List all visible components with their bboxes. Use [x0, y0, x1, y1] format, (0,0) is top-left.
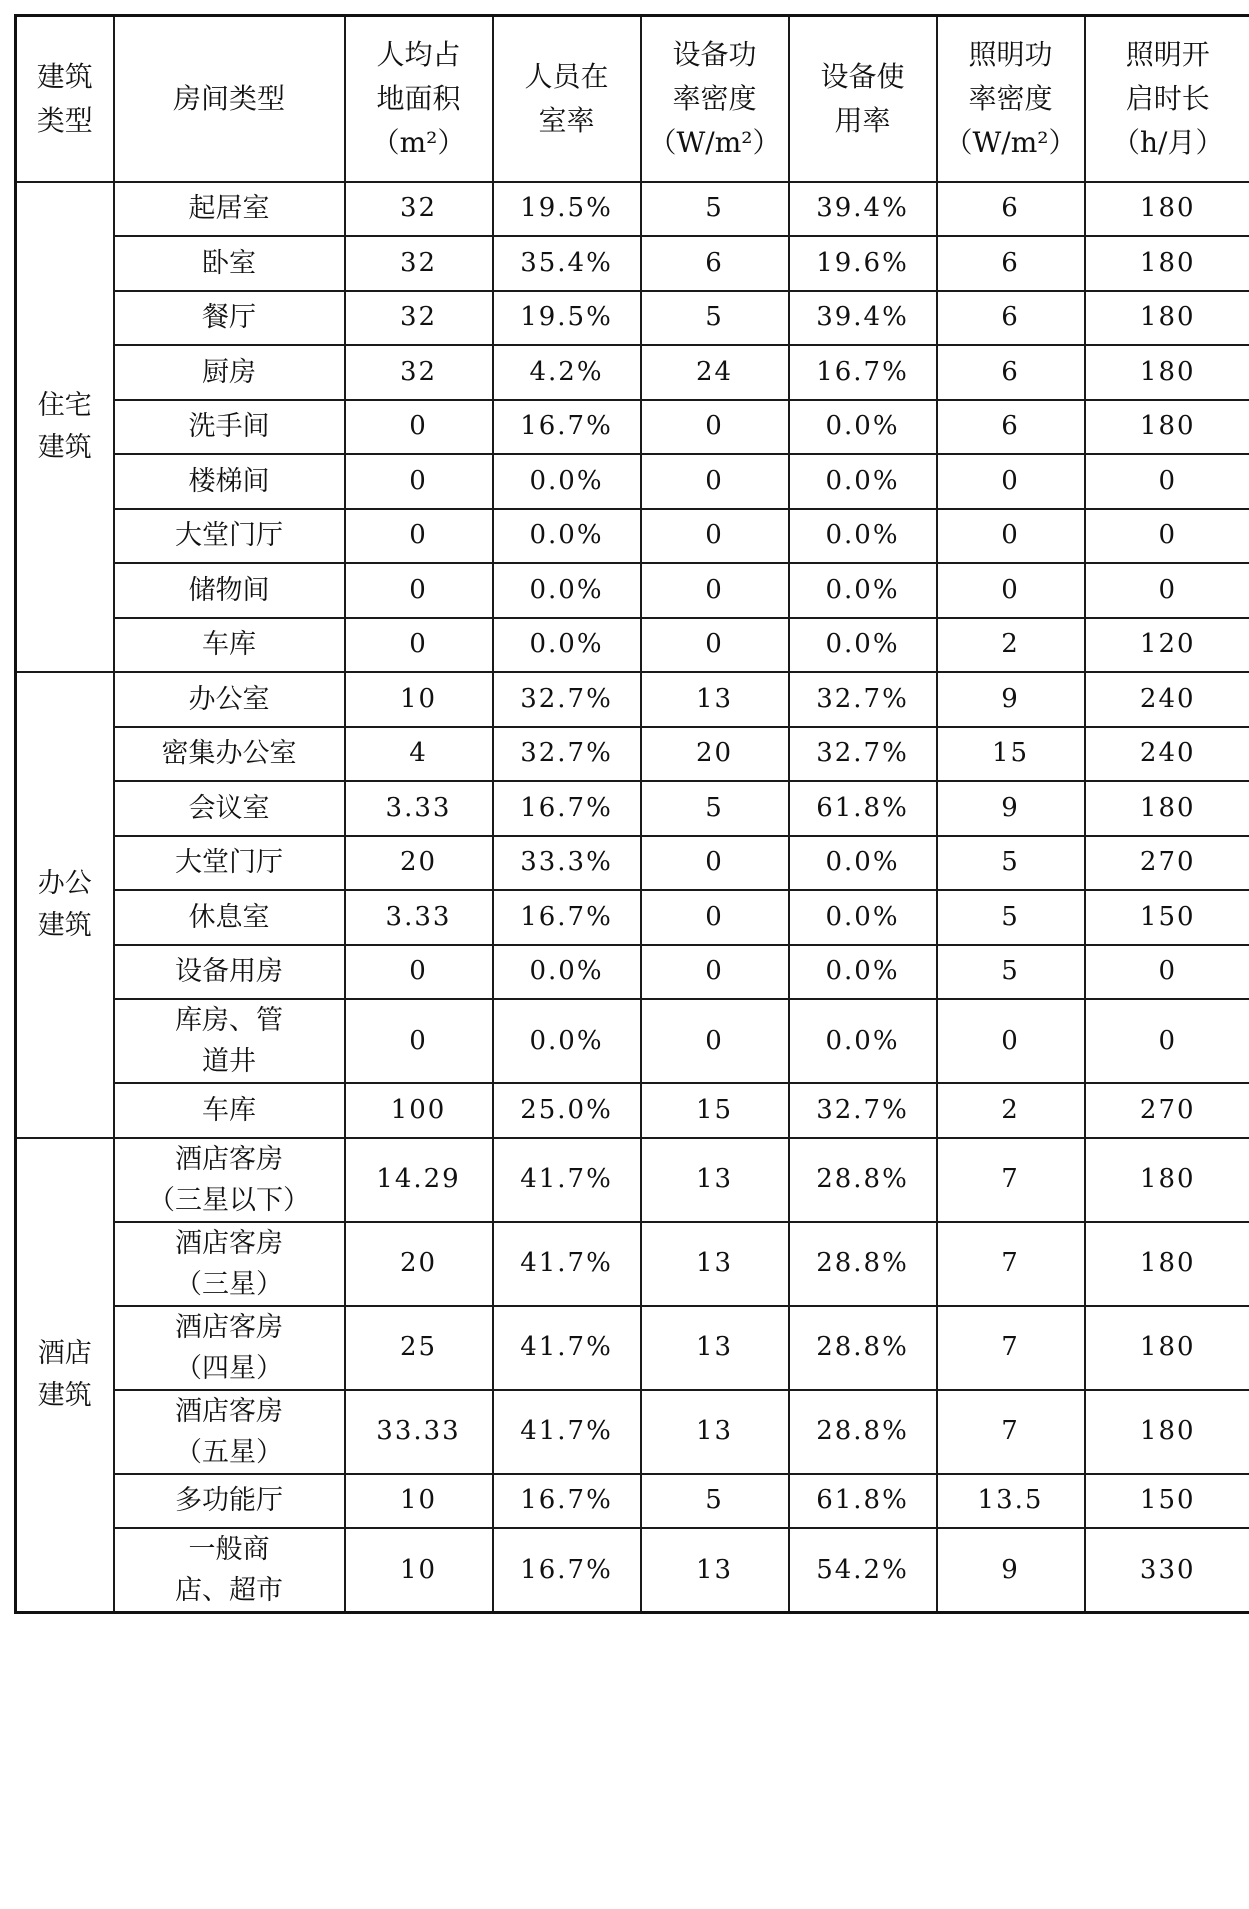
lighting-hours-cell: 270: [1085, 836, 1249, 891]
occupancy-rate-cell: 0.0%: [493, 454, 641, 509]
equipment-usage-rate-cell: 0.0%: [789, 890, 937, 945]
equipment-power-density-cell: 5: [641, 1474, 789, 1529]
table-row: [16, 836, 1249, 891]
equipment-usage-rate-cell: 28.8%: [789, 1390, 937, 1474]
table-row: [16, 890, 1249, 945]
lighting-hours-cell: 150: [1085, 1474, 1249, 1529]
room-type-cell: 厨房: [114, 345, 345, 400]
table-row: [16, 1306, 1249, 1390]
table-row: [16, 672, 1249, 727]
table-row: [16, 400, 1249, 455]
room-type-cell: 大堂门厅: [114, 509, 345, 564]
lighting-hours-cell: 330: [1085, 1528, 1249, 1613]
area-per-person-cell: 3.33: [345, 890, 493, 945]
area-per-person-cell: 20: [345, 1222, 493, 1306]
equipment-power-density-cell: 5: [641, 291, 789, 346]
lighting-hours-cell: 0: [1085, 509, 1249, 564]
lighting-hours-cell: 120: [1085, 618, 1249, 673]
equipment-power-density-cell: 5: [641, 781, 789, 836]
table-row: [16, 236, 1249, 291]
room-type-cell: 卧室: [114, 236, 345, 291]
occupancy-rate-cell: 25.0%: [493, 1083, 641, 1138]
room-type-cell: 会议室: [114, 781, 345, 836]
lighting-power-density-cell: 0: [937, 509, 1085, 564]
building-type-cell: 住宅 建筑: [16, 182, 114, 673]
room-type-cell: 储物间: [114, 563, 345, 618]
room-type-cell: 多功能厅: [114, 1474, 345, 1529]
table-row: [16, 509, 1249, 564]
lighting-power-density-cell: 7: [937, 1138, 1085, 1222]
equipment-power-density-cell: 13: [641, 672, 789, 727]
room-type-cell: 车库: [114, 1083, 345, 1138]
lighting-power-density-cell: 2: [937, 618, 1085, 673]
area-per-person-cell: 25: [345, 1306, 493, 1390]
occupancy-rate-cell: 16.7%: [493, 781, 641, 836]
equipment-power-density-cell: 20: [641, 727, 789, 782]
table-row: [16, 945, 1249, 1000]
equipment-usage-rate-cell: 19.6%: [789, 236, 937, 291]
data-table-container: [14, 14, 1249, 1614]
occupancy-rate-cell: 16.7%: [493, 1474, 641, 1529]
lighting-power-density-cell: 0: [937, 999, 1085, 1083]
area-per-person-cell: 20: [345, 836, 493, 891]
lighting-hours-cell: 180: [1085, 1138, 1249, 1222]
equipment-usage-rate-cell: 28.8%: [789, 1138, 937, 1222]
occupancy-rate-cell: 16.7%: [493, 400, 641, 455]
lighting-hours-cell: 0: [1085, 999, 1249, 1083]
occupancy-rate-cell: 0.0%: [493, 509, 641, 564]
header-occupancy-rate: 人员在 室率: [493, 16, 641, 182]
lighting-hours-cell: 180: [1085, 400, 1249, 455]
room-type-cell: 库房、管 道井: [114, 999, 345, 1083]
lighting-hours-cell: 0: [1085, 945, 1249, 1000]
equipment-usage-rate-cell: 0.0%: [789, 945, 937, 1000]
area-per-person-cell: 10: [345, 672, 493, 727]
area-per-person-cell: 3.33: [345, 781, 493, 836]
lighting-power-density-cell: 6: [937, 345, 1085, 400]
lighting-hours-cell: 0: [1085, 563, 1249, 618]
lighting-power-density-cell: 0: [937, 563, 1085, 618]
table-row: [16, 1222, 1249, 1306]
lighting-power-density-cell: 2: [937, 1083, 1085, 1138]
room-type-cell: 洗手间: [114, 400, 345, 455]
table-row: [16, 727, 1249, 782]
area-per-person-cell: 0: [345, 999, 493, 1083]
area-per-person-cell: 0: [345, 945, 493, 1000]
occupancy-rate-cell: 19.5%: [493, 182, 641, 237]
equipment-power-density-cell: 0: [641, 400, 789, 455]
equipment-power-density-cell: 0: [641, 836, 789, 891]
lighting-power-density-cell: 9: [937, 1528, 1085, 1613]
area-per-person-cell: 32: [345, 182, 493, 237]
lighting-hours-cell: 180: [1085, 781, 1249, 836]
header-row: [16, 16, 1249, 182]
table-row: [16, 781, 1249, 836]
room-type-cell: 餐厅: [114, 291, 345, 346]
equipment-power-density-cell: 0: [641, 890, 789, 945]
area-per-person-cell: 0: [345, 563, 493, 618]
equipment-usage-rate-cell: 32.7%: [789, 672, 937, 727]
equipment-usage-rate-cell: 0.0%: [789, 454, 937, 509]
equipment-power-density-cell: 13: [641, 1138, 789, 1222]
lighting-power-density-cell: 6: [937, 400, 1085, 455]
lighting-power-density-cell: 6: [937, 236, 1085, 291]
area-per-person-cell: 32: [345, 291, 493, 346]
occupancy-rate-cell: 41.7%: [493, 1390, 641, 1474]
table-row: [16, 1083, 1249, 1138]
room-type-cell: 酒店客房 （四星）: [114, 1306, 345, 1390]
room-type-cell: 酒店客房 （三星以下）: [114, 1138, 345, 1222]
equipment-power-density-cell: 13: [641, 1306, 789, 1390]
lighting-hours-cell: 270: [1085, 1083, 1249, 1138]
area-per-person-cell: 4: [345, 727, 493, 782]
room-type-cell: 休息室: [114, 890, 345, 945]
equipment-power-density-cell: 24: [641, 345, 789, 400]
area-per-person-cell: 32: [345, 345, 493, 400]
equipment-power-density-cell: 13: [641, 1528, 789, 1613]
equipment-usage-rate-cell: 32.7%: [789, 727, 937, 782]
lighting-hours-cell: 180: [1085, 1390, 1249, 1474]
room-type-cell: 一般商 店、超市: [114, 1528, 345, 1613]
area-per-person-cell: 10: [345, 1528, 493, 1613]
equipment-usage-rate-cell: 0.0%: [789, 618, 937, 673]
table-row: [16, 1474, 1249, 1529]
lighting-hours-cell: 180: [1085, 236, 1249, 291]
occupancy-rate-cell: 0.0%: [493, 618, 641, 673]
lighting-power-density-cell: 7: [937, 1390, 1085, 1474]
occupancy-rate-cell: 32.7%: [493, 727, 641, 782]
area-per-person-cell: 14.29: [345, 1138, 493, 1222]
room-type-cell: 密集办公室: [114, 727, 345, 782]
occupancy-rate-cell: 19.5%: [493, 291, 641, 346]
equipment-usage-rate-cell: 16.7%: [789, 345, 937, 400]
table-row: [16, 291, 1249, 346]
header-area-per-person: 人均占 地面积 （m²）: [345, 16, 493, 182]
room-type-cell: 酒店客房 （三星）: [114, 1222, 345, 1306]
room-type-cell: 大堂门厅: [114, 836, 345, 891]
table-row: [16, 999, 1249, 1083]
table-body: [16, 182, 1249, 1613]
equipment-power-density-cell: 15: [641, 1083, 789, 1138]
lighting-power-density-cell: 7: [937, 1222, 1085, 1306]
occupancy-rate-cell: 0.0%: [493, 945, 641, 1000]
equipment-usage-rate-cell: 61.8%: [789, 1474, 937, 1529]
room-type-cell: 起居室: [114, 182, 345, 237]
room-parameters-table: [14, 14, 1249, 1614]
area-per-person-cell: 10: [345, 1474, 493, 1529]
equipment-power-density-cell: 0: [641, 999, 789, 1083]
occupancy-rate-cell: 41.7%: [493, 1138, 641, 1222]
table-row: [16, 1528, 1249, 1613]
lighting-hours-cell: 180: [1085, 345, 1249, 400]
occupancy-rate-cell: 41.7%: [493, 1306, 641, 1390]
header-building-type: 建筑 类型: [16, 16, 114, 182]
room-type-cell: 酒店客房 （五星）: [114, 1390, 345, 1474]
table-row: [16, 563, 1249, 618]
lighting-power-density-cell: 9: [937, 672, 1085, 727]
lighting-power-density-cell: 7: [937, 1306, 1085, 1390]
equipment-usage-rate-cell: 0.0%: [789, 400, 937, 455]
lighting-hours-cell: 180: [1085, 182, 1249, 237]
header-room-type: 房间类型: [114, 16, 345, 182]
occupancy-rate-cell: 0.0%: [493, 999, 641, 1083]
equipment-power-density-cell: 13: [641, 1222, 789, 1306]
lighting-hours-cell: 150: [1085, 890, 1249, 945]
area-per-person-cell: 0: [345, 509, 493, 564]
area-per-person-cell: 100: [345, 1083, 493, 1138]
equipment-usage-rate-cell: 28.8%: [789, 1306, 937, 1390]
occupancy-rate-cell: 35.4%: [493, 236, 641, 291]
lighting-power-density-cell: 0: [937, 454, 1085, 509]
room-type-cell: 办公室: [114, 672, 345, 727]
header-lighting-power-density: 照明功 率密度 （W/m²）: [937, 16, 1085, 182]
area-per-person-cell: 0: [345, 400, 493, 455]
equipment-usage-rate-cell: 0.0%: [789, 999, 937, 1083]
occupancy-rate-cell: 16.7%: [493, 890, 641, 945]
lighting-power-density-cell: 13.5: [937, 1474, 1085, 1529]
occupancy-rate-cell: 33.3%: [493, 836, 641, 891]
equipment-power-density-cell: 5: [641, 182, 789, 237]
occupancy-rate-cell: 4.2%: [493, 345, 641, 400]
table-row: [16, 1138, 1249, 1222]
room-type-cell: 设备用房: [114, 945, 345, 1000]
lighting-power-density-cell: 6: [937, 182, 1085, 237]
header-equipment-power-density: 设备功 率密度 （W/m²）: [641, 16, 789, 182]
building-type-cell: 酒店 建筑: [16, 1138, 114, 1613]
lighting-hours-cell: 240: [1085, 727, 1249, 782]
table-row: [16, 454, 1249, 509]
equipment-usage-rate-cell: 39.4%: [789, 291, 937, 346]
lighting-power-density-cell: 15: [937, 727, 1085, 782]
table-row: [16, 618, 1249, 673]
header-equipment-usage-rate: 设备使 用率: [789, 16, 937, 182]
area-per-person-cell: 0: [345, 618, 493, 673]
equipment-power-density-cell: 6: [641, 236, 789, 291]
lighting-power-density-cell: 6: [937, 291, 1085, 346]
area-per-person-cell: 0: [345, 454, 493, 509]
lighting-power-density-cell: 5: [937, 945, 1085, 1000]
lighting-hours-cell: 0: [1085, 454, 1249, 509]
occupancy-rate-cell: 41.7%: [493, 1222, 641, 1306]
building-type-cell: 办公 建筑: [16, 672, 114, 1138]
equipment-usage-rate-cell: 39.4%: [789, 182, 937, 237]
equipment-usage-rate-cell: 32.7%: [789, 1083, 937, 1138]
equipment-usage-rate-cell: 28.8%: [789, 1222, 937, 1306]
header-lighting-hours: 照明开 启时长 （h/月）: [1085, 16, 1249, 182]
equipment-usage-rate-cell: 54.2%: [789, 1528, 937, 1613]
equipment-usage-rate-cell: 61.8%: [789, 781, 937, 836]
lighting-hours-cell: 180: [1085, 291, 1249, 346]
occupancy-rate-cell: 0.0%: [493, 563, 641, 618]
lighting-hours-cell: 180: [1085, 1222, 1249, 1306]
table-row: [16, 182, 1249, 237]
lighting-power-density-cell: 5: [937, 890, 1085, 945]
equipment-usage-rate-cell: 0.0%: [789, 509, 937, 564]
table-row: [16, 345, 1249, 400]
equipment-power-density-cell: 0: [641, 563, 789, 618]
area-per-person-cell: 33.33: [345, 1390, 493, 1474]
lighting-hours-cell: 240: [1085, 672, 1249, 727]
occupancy-rate-cell: 32.7%: [493, 672, 641, 727]
room-type-cell: 楼梯间: [114, 454, 345, 509]
lighting-power-density-cell: 5: [937, 836, 1085, 891]
equipment-usage-rate-cell: 0.0%: [789, 836, 937, 891]
equipment-power-density-cell: 13: [641, 1390, 789, 1474]
room-type-cell: 车库: [114, 618, 345, 673]
area-per-person-cell: 32: [345, 236, 493, 291]
equipment-power-density-cell: 0: [641, 618, 789, 673]
table-row: [16, 1390, 1249, 1474]
equipment-usage-rate-cell: 0.0%: [789, 563, 937, 618]
equipment-power-density-cell: 0: [641, 945, 789, 1000]
lighting-power-density-cell: 9: [937, 781, 1085, 836]
lighting-hours-cell: 180: [1085, 1306, 1249, 1390]
equipment-power-density-cell: 0: [641, 454, 789, 509]
occupancy-rate-cell: 16.7%: [493, 1528, 641, 1613]
equipment-power-density-cell: 0: [641, 509, 789, 564]
